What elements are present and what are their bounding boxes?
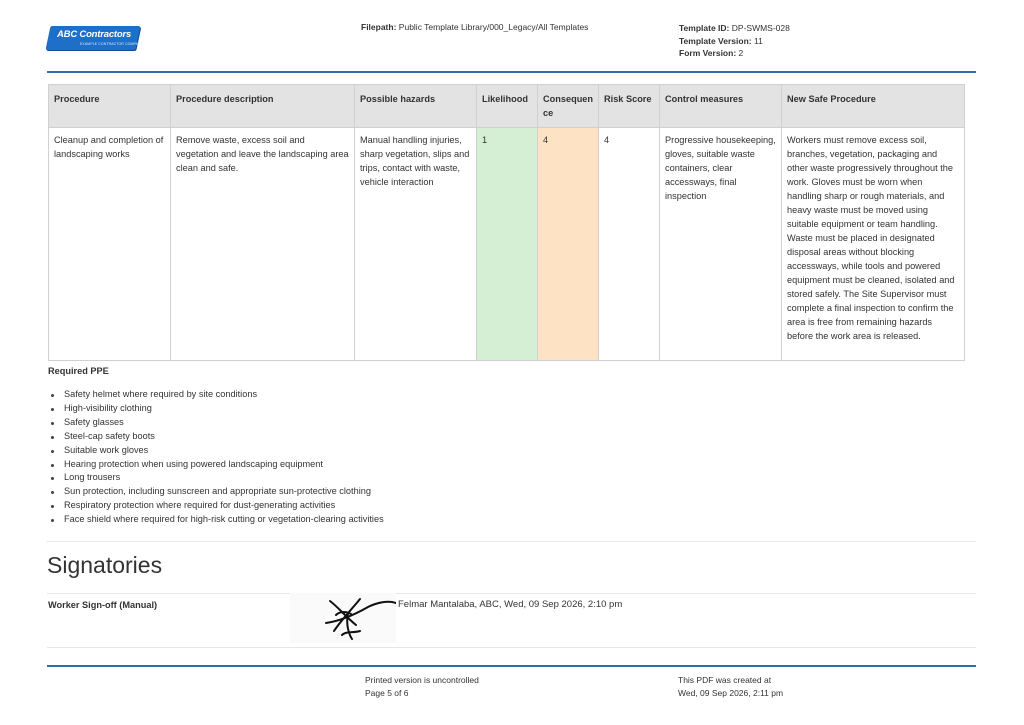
- table-header-row: [49, 85, 965, 128]
- logo-text: ABC Contractors: [57, 29, 132, 40]
- signatories-title: Signatories: [47, 552, 163, 578]
- list-item: Respiratory protection where required for dust-generating activities: [48, 499, 384, 513]
- company-logo: [48, 26, 144, 52]
- header-divider: [47, 71, 976, 73]
- header-procedure: Procedure: [49, 85, 171, 128]
- list-item: Steel-cap safety boots: [48, 430, 384, 444]
- cell-risk-score: 4: [599, 128, 660, 361]
- header-possible-hazards: Possible hazards: [355, 85, 477, 128]
- created-label: This PDF was created at: [678, 675, 772, 685]
- ppe-list: [48, 388, 384, 527]
- list-item: Hearing protection when using powered landscaping equipment: [48, 458, 384, 472]
- header-control-measures: Control measures: [660, 85, 782, 128]
- logo-subtext: EXAMPLE CONTRACTOR COMPANY: [80, 42, 144, 46]
- list-item: Face shield where required for high-risk cutting or vegetation-clearing activities: [48, 513, 384, 527]
- uncontrolled-notice: Printed version is uncontrolled: [365, 675, 479, 685]
- cell-possible-hazards: Manual handling injuries, sharp vegetation, slips and trips, contact with waste, vehicle interaction: [355, 128, 477, 361]
- template-id-label: Template ID:: [679, 23, 730, 33]
- form-version: [679, 47, 790, 60]
- header-new-safe-procedure: New Safe Procedure: [782, 85, 965, 128]
- filepath-label: Filepath:: [361, 22, 397, 32]
- form-version-label: Form Version:: [679, 48, 737, 58]
- signature-image: [290, 593, 396, 643]
- template-meta: [679, 22, 790, 60]
- worker-signoff-label: Worker Sign-off (Manual): [48, 600, 158, 610]
- list-item: Sun protection, including sunscreen and appropriate sun-protective clothing: [48, 485, 384, 499]
- header-likelihood: Likelihood: [477, 85, 538, 128]
- list-item: Safety helmet where required by site conditions: [48, 388, 384, 402]
- table-row: [49, 128, 965, 361]
- header-risk-score: Risk Score: [599, 85, 660, 128]
- template-id: [679, 22, 790, 35]
- filepath-value: Public Template Library/000_Legacy/All Templates: [398, 22, 589, 32]
- page-number: Page 5 of 6: [365, 687, 409, 698]
- signature-scribble: [290, 593, 396, 643]
- cell-control-measures: Progressive housekeeping, gloves, suitable waste containers, clear accessways, final inspection: [660, 128, 782, 361]
- template-version-value: 11: [753, 35, 763, 46]
- cell-likelihood: 1: [477, 128, 538, 361]
- cell-procedure-description: Remove waste, excess soil and vegetation and leave the landscaping area clean and safe.: [171, 128, 355, 361]
- swms-table: [48, 84, 965, 361]
- template-id-value: DP-SWMS-028: [731, 23, 790, 33]
- filepath: [361, 22, 588, 32]
- cell-procedure: Cleanup and completion of landscaping works: [49, 128, 171, 361]
- signatories-divider-top: [47, 593, 976, 594]
- list-item: High-visibility clothing: [48, 402, 384, 416]
- list-item: Suitable work gloves: [48, 444, 384, 458]
- ppe-title: Required PPE: [48, 366, 109, 376]
- template-version: [679, 35, 790, 48]
- footer-right: [678, 674, 783, 699]
- form-version-value: 2: [738, 48, 744, 58]
- list-item: Safety glasses: [48, 416, 384, 430]
- header-consequence: Consequen ce: [538, 85, 599, 128]
- worker-signature-details: Felmar Mantalaba, ABC, Wed, 09 Sep 2026, 2:10 pm: [398, 599, 623, 610]
- section-divider: [47, 541, 976, 542]
- footer-left: [365, 674, 479, 699]
- created-timestamp: Wed, 09 Sep 2026, 2:11 pm: [678, 687, 784, 698]
- header-procedure-description: Procedure description: [171, 85, 355, 128]
- cell-consequence: 4: [538, 128, 599, 361]
- cell-new-safe-procedure: Workers must remove excess soil, branches, vegetation, packaging and other waste progressively throughout the work. Gloves must be worn when handling sharp or rough materials, and heavy waste must be moved using suitable equipment or team handling. Waste must be placed in designated disposal areas without blocking accessways, while tools and powered equipment must be cleaned, isolated and stored safely. The Site Supervisor must complete a final inspection to confirm the area is free from remaining hazards before the work area is released.: [782, 128, 965, 361]
- list-item: Long trousers: [48, 471, 384, 485]
- footer-divider: [47, 665, 976, 667]
- signatories-divider-bottom: [47, 647, 976, 648]
- template-version-label: Template Version:: [679, 35, 752, 46]
